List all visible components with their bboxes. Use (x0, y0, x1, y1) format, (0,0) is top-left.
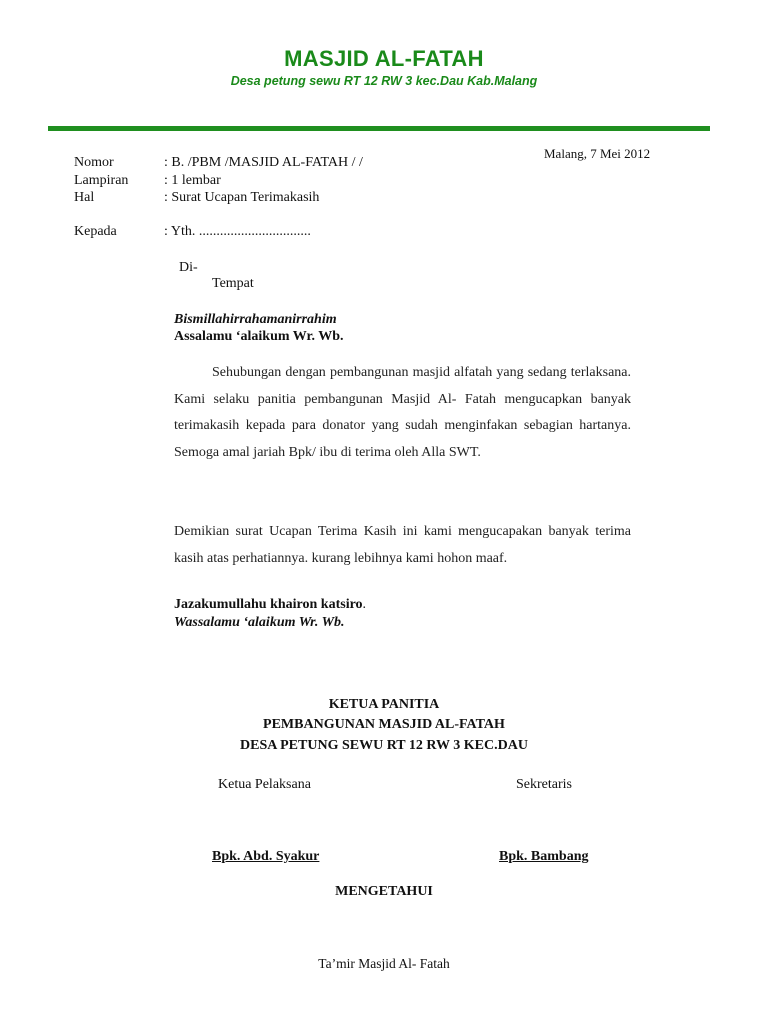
closing-wassalamu: Wassalamu ‘alaikum Wr. Wb. (174, 615, 345, 630)
letter-date: Malang, 7 Mei 2012 (544, 146, 651, 161)
letterhead-divider (48, 126, 710, 131)
committee-line-3: DESA PETUNG SEWU RT 12 RW 3 KEC.DAU (240, 738, 528, 753)
lampiran-label: Lampiran (74, 173, 129, 188)
left-signer-name: Bpk. Abd. Syakur (212, 849, 320, 864)
kepada-label: Kepada (74, 224, 117, 239)
nomor-label: Nomor (74, 155, 114, 170)
body-paragraph-1: Sehubungan dengan pembangunan masjid alfatah yang sedang terlaksana. Kami selaku panitia pembangunan Masjid Al- Fatah mengucapkan banyak terimakasih kepada para donator yang sudah menginfakan sebagian hartanya. Semoga amal jariah Bpk/ ibu di terima oleh Alla SWT. (174, 365, 631, 460)
closing-jazakumullahu (174, 597, 366, 613)
recipient-di: Di- (179, 260, 198, 275)
letterhead-title: MASJID AL-FATAH (284, 46, 484, 71)
letterhead-address: Desa petung sewu RT 12 RW 3 kec.Dau Kab.Malang (230, 74, 538, 88)
acknowledgement-heading: MENGETAHUI (335, 884, 433, 899)
bismillah: Bismillahirrahamanirrahim (174, 312, 337, 327)
committee-line-1: KETUA PANITIA (328, 697, 440, 712)
hal-value: : Surat Ucapan Terimakasih (164, 190, 320, 205)
jazakumullahu-period: . (362, 597, 367, 612)
lampiran-value: : 1 lembar (164, 173, 221, 188)
jazakumullahu-text: Jazakumullahu khairon katsiro (174, 597, 363, 612)
body-paragraph-2: Demikian surat Ucapan Terima Kasih ini kami mengucapakan banyak terima kasih atas perhatiannya. kurang lebihnya kami hohon maaf. (174, 524, 631, 566)
committee-line-2: PEMBANGUNAN MASJID AL-FATAH (263, 717, 505, 732)
right-signer-role: Sekretaris (516, 777, 572, 792)
acknowledgement-role: Ta’mir Masjid Al- Fatah (318, 956, 450, 971)
left-signer-role: Ketua Pelaksana (218, 777, 311, 792)
hal-label: Hal (74, 190, 95, 205)
opening-salam: Assalamu ‘alaikum Wr. Wb. (174, 329, 344, 344)
right-signer-name: Bpk. Bambang (499, 849, 589, 864)
nomor-value: : B. /PBM /MASJID AL-FATAH / / (164, 155, 363, 170)
recipient-tempat: Tempat (212, 276, 254, 291)
kepada-value: : Yth. ................................ (164, 224, 311, 239)
